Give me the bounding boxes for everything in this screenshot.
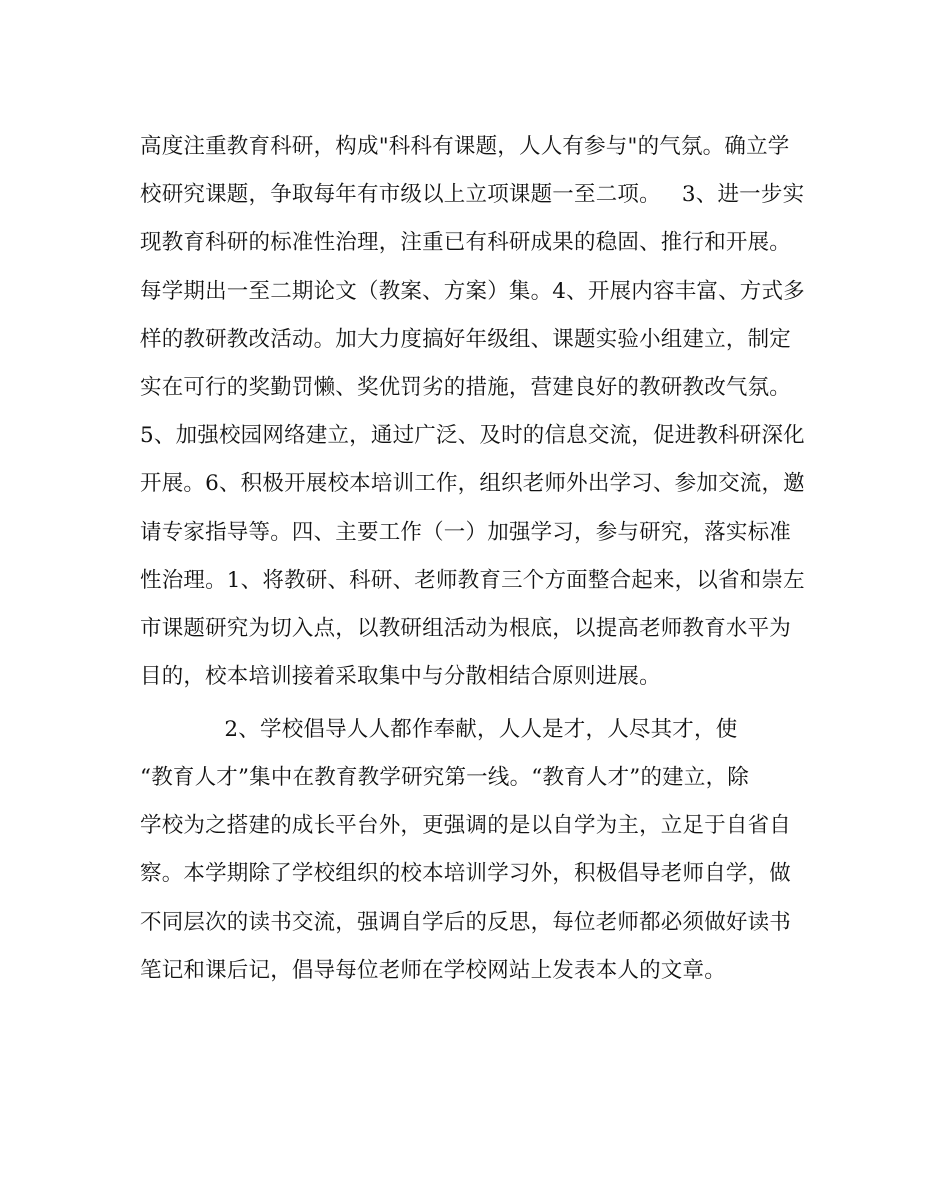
text-line: 每学期出一至二期论文（教案、方案）集。4、开展内容丰富、方式多 [140, 279, 805, 304]
text-line: 性治理。1、将教研、科研、老师教育三个方面整合起来，以省和崇左 [140, 568, 805, 593]
text-line: 2、学校倡导人人都作奉献，人人是才，人尽其才，使 [140, 717, 738, 742]
text-line: 市课题研究为切入点，以教研组活动为根底，以提高老师教育水平为 [140, 616, 792, 641]
text-line: 学校为之搭建的成长平台外，更强调的是以自学为主，立足于自省自 [140, 813, 792, 838]
text-line: 察。本学期除了学校组织的校本培训学习外，积极倡导老师自学，做 [140, 861, 792, 886]
text-line: 现教育科研的标准性治理，注重已有科研成果的稳固、推行和开展。 [140, 230, 792, 255]
text-line: 开展。6、积极开展校本培训工作，组织老师外出学习、参加交流，邀 [140, 471, 805, 496]
text-line: 不同层次的读书交流，强调自学后的反思，每位老师都必须做好读书 [140, 910, 792, 935]
text-line: 高度注重教育科研，构成"科科有课题，人人有参与"的气氛。确立学 [140, 134, 790, 159]
text-line: 请专家指导等。四、主要工作（一）加强学习，参与研究，落实标准 [140, 520, 792, 545]
text-line: 样的教研教改活动。加大力度搞好年级组、课题实验小组建立，制定 [140, 327, 792, 352]
text-line: 校研究课题，争取每年有市级以上立项课题一至二项。 3、进一步实 [140, 182, 805, 207]
text-line: 目的，校本培训接着采取集中与分散相结合原则进展。 [140, 664, 661, 689]
text-line: 5、加强校园网络建立，通过广泛、及时的信息交流，促进教科研深化 [140, 423, 805, 448]
text-line: “教育人才”集中在教育教学研究第一线。“教育人才”的建立，除 [140, 765, 749, 790]
text-line: 实在可行的奖勤罚懒、奖优罚劣的措施，营建良好的教研教改气氛。 [140, 375, 792, 400]
text-line: 笔记和课后记，倡导每位老师在学校网站上发表本人的文章。 [140, 958, 726, 983]
